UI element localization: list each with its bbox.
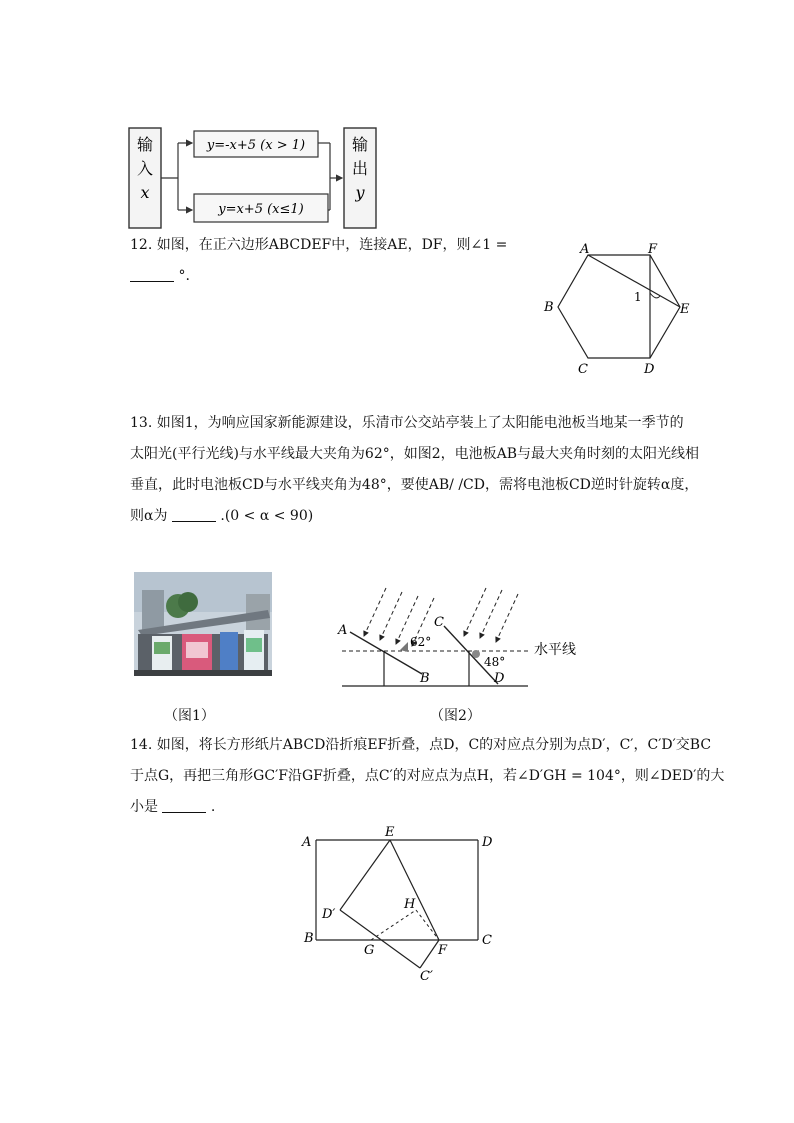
- input-label-1: 输: [136, 135, 154, 154]
- q12-number: 12.: [130, 237, 153, 253]
- question-12: [130, 230, 530, 292]
- fig14-label-H: H: [404, 897, 416, 912]
- q14-number: 14.: [130, 737, 153, 753]
- fig14-label-C-prime: C′: [420, 969, 433, 984]
- q13-answer-blank: [172, 507, 216, 522]
- q12-text: 如图，在正六边形ABCDEF中，连接AE，DF，则∠1 =: [156, 237, 508, 253]
- fold-rectangle-figure: [296, 824, 506, 984]
- label-D: D: [644, 362, 655, 377]
- q14-line-3: [130, 792, 700, 823]
- angle-62-label: 62°: [410, 635, 432, 649]
- input-label-2: 入: [136, 159, 154, 178]
- q14-line-2: 于点G，再把三角形GC′F沿GF折叠，点C′的对应点为点H，若∠D′GH = 104°，则∠DED′的大: [130, 768, 725, 784]
- q14-line-1: [130, 730, 712, 761]
- fold-EF: [390, 840, 439, 940]
- fig14-label-A: A: [302, 835, 312, 850]
- branch-bottom-text: y=x+5 (x≤1): [218, 202, 304, 217]
- fig14-label-C: C: [482, 933, 492, 948]
- fig2-label-D: D: [494, 671, 505, 686]
- angle-1-label: 1: [634, 290, 642, 304]
- q13-line-2: 太阳光(平行光线)与水平线最大夹角为62°，如图2，电池板AB与最大夹角时刻的太阳光线相: [130, 446, 700, 462]
- fig14-label-E: E: [385, 825, 395, 840]
- q14-suffix: .: [210, 799, 216, 815]
- q13-text-1: 如图1，为响应国家新能源建设，乐清市公交站亭装上了太阳能电池板当地某一季节的: [156, 415, 684, 431]
- q13-suffix: .(0 < α < 90): [220, 508, 314, 524]
- fig2-label-A: A: [338, 623, 348, 638]
- fig2-label-B: B: [420, 671, 430, 686]
- figure-1-caption: （图1）: [164, 708, 215, 724]
- q13-line-4: [130, 501, 700, 532]
- q14-prefix: 小是: [130, 799, 158, 815]
- label-E: E: [680, 302, 690, 317]
- angle-48-label: 48°: [484, 655, 506, 669]
- fig14-label-F: F: [438, 943, 448, 958]
- q12-suffix: °.: [178, 268, 190, 284]
- output-label-2: 出: [351, 159, 369, 178]
- q12-line-1: [130, 230, 530, 261]
- fig2-label-C: C: [434, 615, 444, 630]
- q13-number: 13.: [130, 415, 153, 431]
- q14-answer-blank: [162, 798, 206, 813]
- hexagon-figure: [538, 238, 698, 378]
- fig14-label-D-prime: D′: [322, 907, 336, 922]
- fig14-label-G: G: [364, 943, 375, 958]
- label-A: A: [580, 242, 590, 257]
- q12-answer-blank: [130, 267, 174, 282]
- q13-line-3: 垂直，此时电池板CD与水平线夹角为48°，要使AB/ /CD，需将电池板CD逆时针旋转α度，: [130, 477, 699, 493]
- label-B: B: [544, 300, 554, 315]
- hexagon-outline: [558, 255, 680, 358]
- label-C: C: [578, 362, 588, 377]
- fig14-label-B: B: [304, 931, 314, 946]
- figure-2-caption: （图2）: [430, 708, 481, 724]
- question-13: [130, 408, 700, 532]
- horizontal-line-label: 水平线: [534, 642, 576, 658]
- fig14-label-D: D: [482, 835, 493, 850]
- q12-line-2: [130, 261, 530, 292]
- branch-top-text: y=-x+5 (x > 1): [206, 138, 306, 153]
- input-label-3: x: [140, 183, 150, 202]
- output-label-1: 输: [351, 135, 369, 154]
- label-F: F: [648, 242, 658, 257]
- output-label-3: y: [355, 183, 365, 202]
- q13-prefix: 则α为: [130, 508, 168, 524]
- bus-stop-photo: [134, 572, 272, 676]
- q14-text-1: 如图，将长方形纸片ABCD沿折痕EF折叠，点D，C的对应点分别为点D′，C′，C′D′交BC: [156, 737, 712, 753]
- q13-line-1: [130, 408, 700, 439]
- question-14: [130, 730, 725, 823]
- flowchart-figure: [128, 126, 382, 232]
- solar-panel-diagram: [336, 578, 600, 692]
